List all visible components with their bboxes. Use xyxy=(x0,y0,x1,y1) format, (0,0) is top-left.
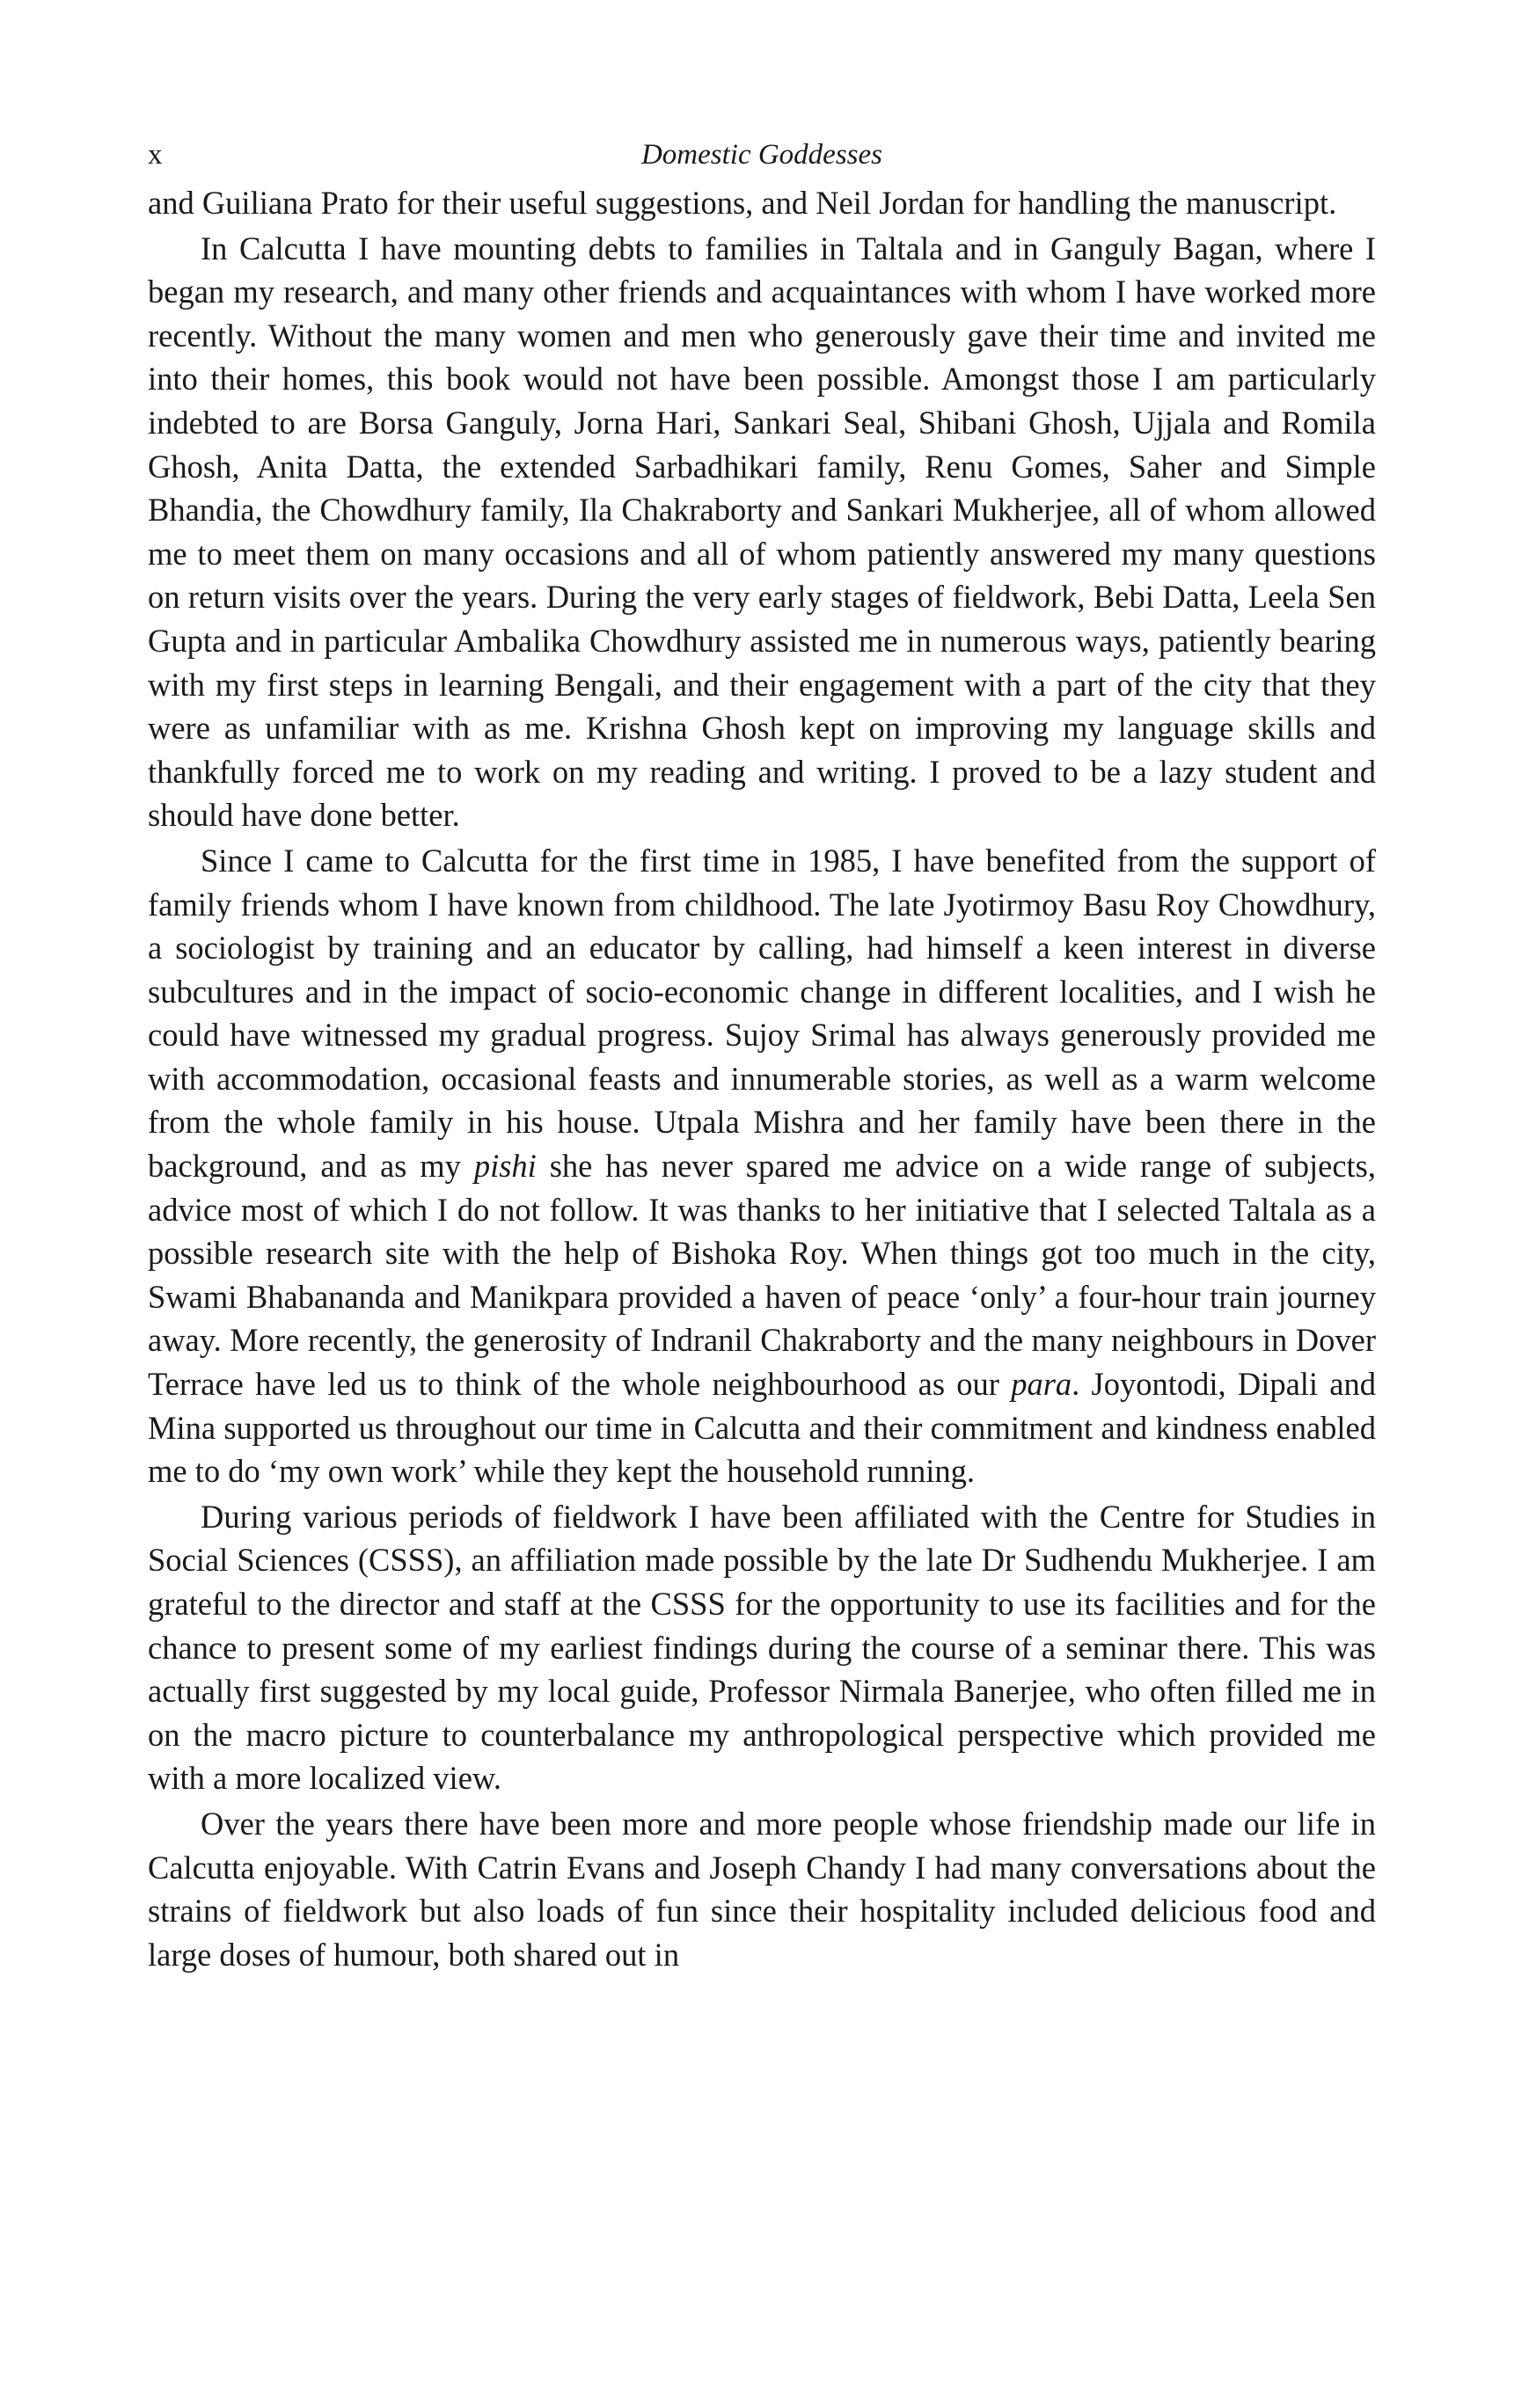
paragraph-text: she has never spared me advice on a wide range of subjects, advice most of which I do not follow. It was thanks to her initiative that I selected Taltala as a possible research site with the help of Bishoka Roy. When things got too much in the city, Swami Bhabananda and Manikpara provided a haven of peace ‘only’ a four-hour train journey away. More recently, the generosity of Indranil Chakraborty and the many neighbours in Dover Terrace have led us to think of the whole neighbourhood as our xyxy=(148,1148,1376,1403)
paragraph-friendship xyxy=(148,1802,1376,1976)
paragraph-text: Over the years there have been more and more people whose friendship made our life in Calcutta enjoyable. With Catrin Evans and Joseph Chandy I had many conversations about the strains of fieldwork but also loads of fun since their hospitality included delicious food and large doses of humour, both shared out in xyxy=(148,1805,1376,1973)
italic-term-pishi: pishi xyxy=(473,1148,537,1185)
paragraph-csss-affiliation xyxy=(148,1495,1376,1800)
paragraph-text: Since I came to Calcutta for the first time in 1985, I have benefited from the support of family friends whom I have known from childhood. The late Jyotirmoy Basu Roy Chowdhury, a sociologist by training and an educator by calling, had himself a keen interest in diverse subcultures and in the impact of socio-economic change in different localities, and I wish he could have witnessed my gradual progress. Sujoy Srimal has always generously provided me with accommodation, occasional feasts and innumerable stories, as well as a warm welcome from the whole family in his house. Utpala Mishra and her family have been there in the background, and as my xyxy=(148,842,1376,1185)
running-title: Domestic Goddesses xyxy=(640,139,883,171)
italic-term-para: para xyxy=(1011,1366,1072,1403)
book-page xyxy=(148,132,1376,1978)
body-text xyxy=(148,181,1376,1976)
paragraph-continuation xyxy=(148,181,1376,225)
paragraph-text: and Guiliana Prato for their useful suggestions, and Neil Jordan for handling the manuscript. xyxy=(148,185,1337,221)
running-head xyxy=(148,132,1376,181)
paragraph-family-friends xyxy=(148,839,1376,1493)
page-number: x xyxy=(148,139,163,171)
paragraph-text: In Calcutta I have mounting debts to families in Taltala and in Ganguly Bagan, where I began my research, and many other friends and acquaintances with whom I have worked more recently. Without the many women and men who generously gave their time and invited me into their homes, this book would not have been possible. Amongst those I am particularly indebted to are Borsa Ganguly, Jorna Hari, Sankari Seal, Shibani Ghosh, Ujjala and Romila Ghosh, Anita Datta, the extended Sarbadhikari family, Renu Gomes, Saher and Simple Bhandia, the Chowdhury family, Ila Chakraborty and Sankari Mukherjee, all of whom allowed me to meet them on many occasions and all of whom patiently answered my many questions on return visits over the years. During the very early stages of fieldwork, Bebi Datta, Leela Sen Gupta and in particular Ambalika Chowdhury assisted me in numerous ways, patiently bearing with my first steps in learning Bengali, and their engagement with a part of the city that they were as unfamiliar with as me. Krishna Ghosh kept on improving my language skills and thankfully forced me to work on my reading and writing. I proved to be a lazy student and should have done better. xyxy=(148,230,1376,834)
paragraph-calcutta-debts xyxy=(148,227,1376,837)
paragraph-text: During various periods of fieldwork I have been affiliated with the Centre for Studies in Social Sciences (CSSS), an affiliation made possible by the late Dr Sudhendu Mukherjee. I am grateful to the director and staff at the CSSS for the opportunity to use its facilities and for the chance to present some of my earliest findings during the course of a seminar there. This was actually first suggested by my local guide, Professor Nirmala Banerjee, who often filled me in on the macro picture to counterbalance my anthropological perspective which provided me with a more localized view. xyxy=(148,1498,1376,1797)
paragraph-text: . Joyontodi, Dipali and Mina supported us throughout our time in Calcutta and their commitment and kindness enabled me to do ‘my own work’ while they kept the household running. xyxy=(148,1366,1377,1490)
